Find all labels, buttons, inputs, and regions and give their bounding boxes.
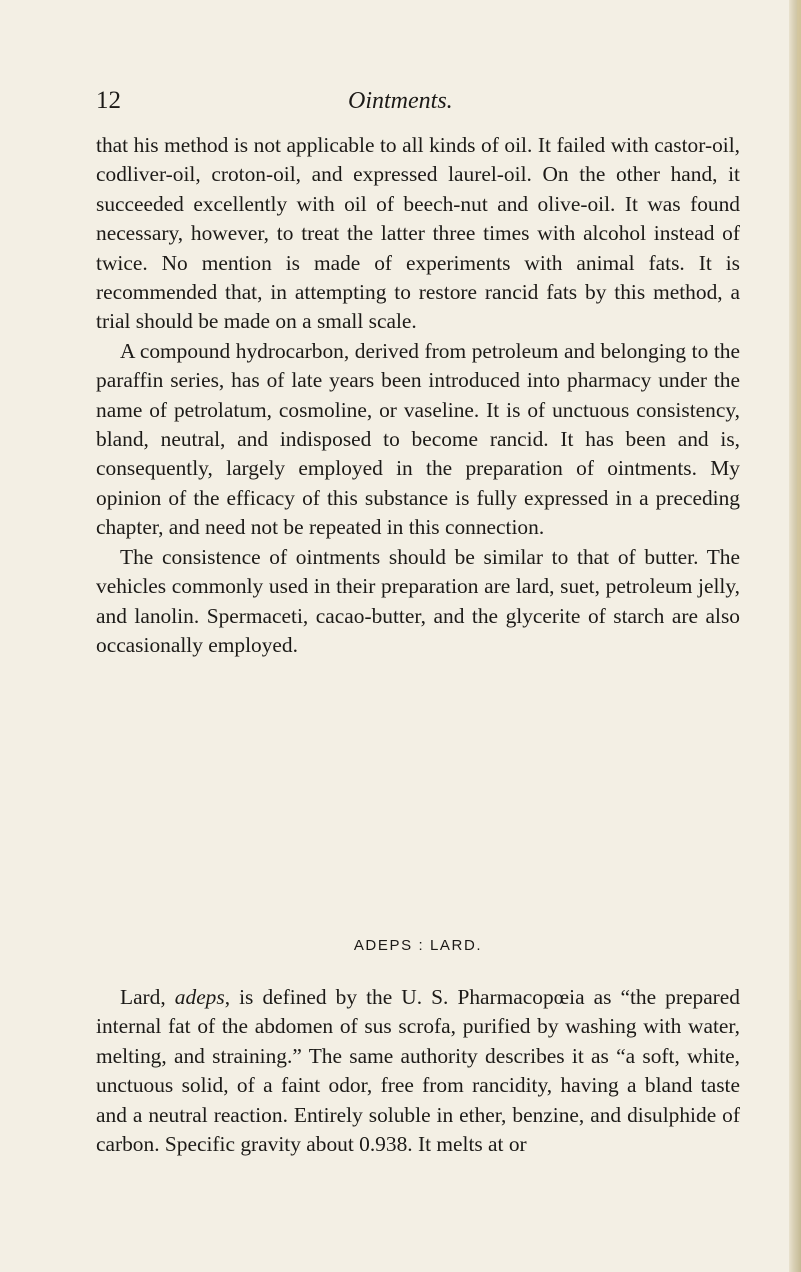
paragraph-lard bbox=[96, 983, 740, 1159]
body-text-top bbox=[96, 131, 740, 660]
running-title: Ointments. bbox=[348, 88, 453, 114]
page-number: 12 bbox=[96, 87, 121, 114]
lard-definition: , is defined by the U. S. Pharmacopœia as “the prepared internal fat of the abdomen of sus scrofa, purified by washing with water, melting, and straining.” The same authority describes it as “a soft, white, unctuous solid, of a faint odor, free from rancidity, having a bland taste and a neutral reaction. Entirely soluble in ether, benzine, and disulphide of carbon. Specific gravity about 0.938. It melts at or bbox=[96, 985, 741, 1157]
paragraph-petrolatum: A compound hydrocarbon, derived from petroleum and belonging to the paraffin series, has of late years been introduced into pharmacy under the name of petrolatum, cosmoline, or vaseline. It is of unctuous consistency, bland, neutral, and indisposed to become rancid. It has been and is, consequently, largely employed in the preparation of ointments. My opinion of the efficacy of this substance is fully expressed in a preceding chapter, and need not be repeated in this connection. bbox=[96, 338, 740, 540]
body-text-bottom bbox=[96, 983, 740, 1159]
paragraph-oil-method: that his method is not applicable to all kinds of oil. It failed with castor-oil, codliver-oil, croton-oil, and expressed laurel-oil. On the other hand, it succeeded excellently with oil of beech-nut and olive-oil. It was found necessary, however, to treat the latter three times with alcohol instead of twice. No mention is made of experiments with animal fats. It is recommended that, in attempting to restore rancid fats by this method, a trial should be made on a small scale. bbox=[96, 133, 740, 334]
latin-term: adeps bbox=[174, 985, 225, 1009]
paragraph-consistence: The consistence of ointments should be similar to that of butter. The vehicles commonly used in their preparation are lard, suet, petroleum jelly, and lanolin. Spermaceti, cacao-butter, and the glycerite of starch are also occasionally employed. bbox=[96, 544, 740, 657]
page-edge bbox=[789, 0, 801, 1272]
page-header bbox=[96, 86, 736, 118]
lard-term: Lard, bbox=[120, 985, 175, 1009]
section-heading: ADEPS : LARD. bbox=[353, 937, 483, 954]
page-edge-band bbox=[797, 0, 801, 1000]
